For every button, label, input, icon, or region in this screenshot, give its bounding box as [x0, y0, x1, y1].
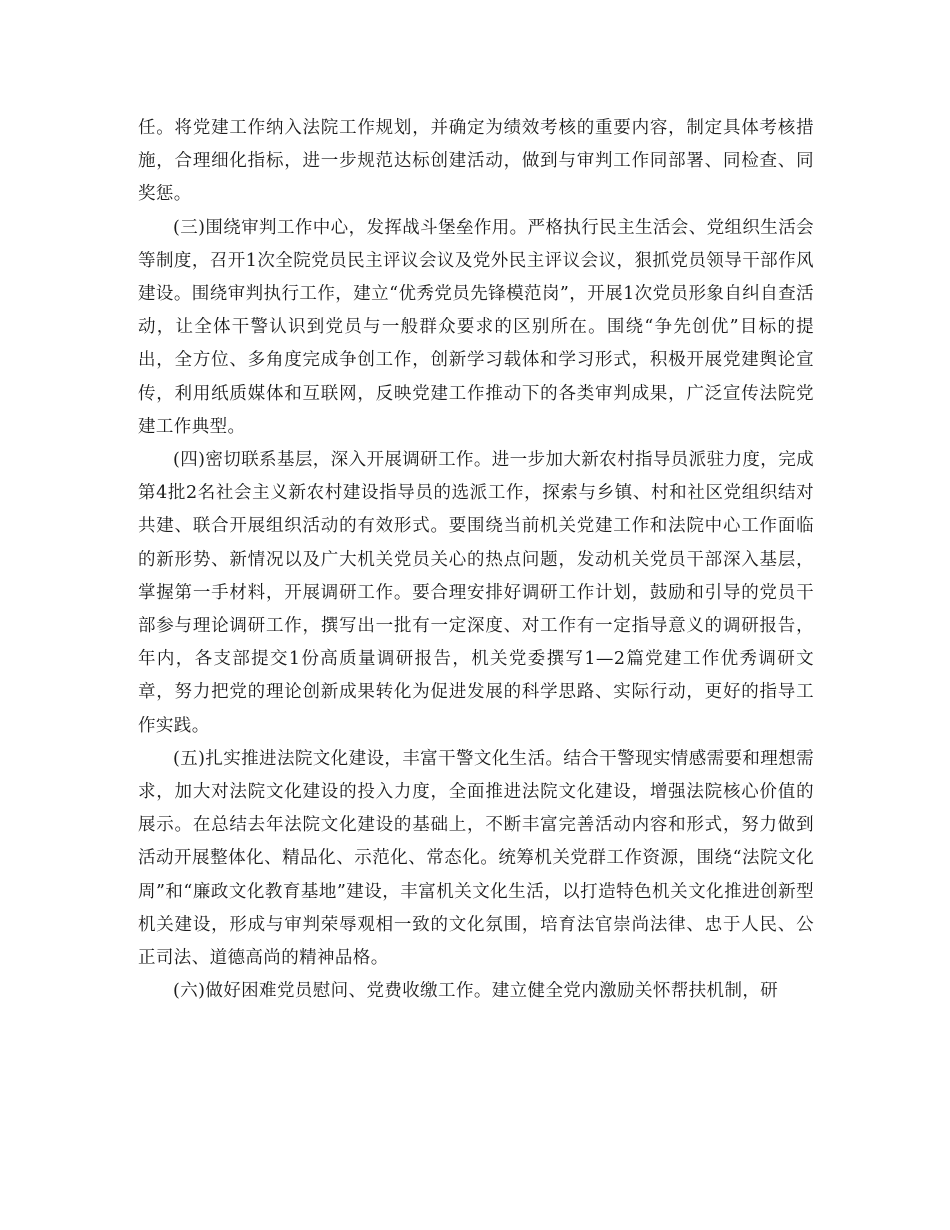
paragraph-section-3: (三)围绕审判工作中心，发挥战斗堡垒作用。严格执行民主生活会、党组织生活会等制度，召开1次全院党员民主评议会议及党外民主评议会议，狠抓党员领导干部作风建设。围绕审判执行工作，建立“优秀党员先锋模范岗”，开展1次党员形象自纠自查活动，让全体干警认识到党员与一般群众要求的区别所在。围绕“争先创优”目标的提出，全方位、多角度完成争创工作，创新学习载体和学习形式，积极开展党建舆论宣传，利用纸质媒体和互联网，反映党建工作推动下的各类审判成果，广泛宣传法院党建工作典型。	[138, 217, 814, 437]
paragraph-section-4: (四)密切联系基层，深入开展调研工作。进一步加大新农村指导员派驻力度，完成第4批2名社会主义新农村建设指导员的选派工作，探索与乡镇、村和社区党组织结对共建、联合开展组织活动的有效形式。要围绕当前机关党建工作和法院中心工作面临的新形势、新情况以及广大机关党员关心的热点问题，发动机关党员干部深入基层，掌握第一手材料，开展调研工作。要合理安排好调研工作计划，鼓励和引导的党员干部参与理论调研工作，撰写出一批有一定深度、对工作有一定指导意义的调研报告，年内，各支部提交1份高质量调研报告，机关党委撰写1—2篇党建工作优秀调研文章，努力把党的理论创新成果转化为促进发展的科学思路、实际行动，更好的指导工作实践。	[138, 450, 814, 736]
paragraph-section-5: (五)扎实推进法院文化建设，丰富干警文化生活。结合干警现实情感需要和理想需求，加大对法院文化建设的投入力度，全面推进法院文化建设，增强法院核心价值的展示。在总结去年法院文化建设的基础上，不断丰富完善活动内容和形式，努力做到活动开展整体化、精品化、示范化、常态化。统筹机关党群工作资源，围绕“法院文化周”和“廉政文化教育基地”建设，丰富机关文化生活，以打造特色机关文化推进创新型机关建设，形成与审判荣辱观相一致的文化氛围，培育法官崇尚法律、忠于人民、公正司法、道德高尚的精神品格。	[138, 748, 814, 969]
paragraph-continuation: 任。将党建工作纳入法院工作规划，并确定为绩效考核的重要内容，制定具体考核措施，合理细化指标，进一步规范达标创建活动，做到与审判工作同部署、同检查、同奖惩。	[138, 118, 814, 205]
document-body	[138, 112, 814, 1008]
paragraph-section-6: (六)做好困难党员慰问、党费收缴工作。建立健全党内激励关怀帮扶机制，研	[173, 981, 779, 1002]
